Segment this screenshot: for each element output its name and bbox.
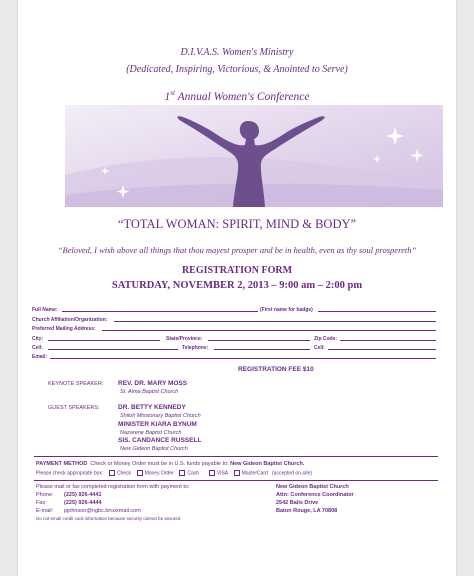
address-field[interactable] <box>102 330 436 331</box>
telephone-label: Telephone: <box>182 345 209 351</box>
badge-name-field[interactable] <box>318 311 436 312</box>
mail-instruction: Please mail or fax completed registration form with payment to: <box>36 484 190 490</box>
section-divider <box>34 480 438 481</box>
state-field[interactable] <box>208 340 310 341</box>
mail-address-line3: 2542 Balis Drive <box>276 500 319 506</box>
fax-label: Fax: <box>36 500 47 506</box>
payment-select-label: Please check appropriate box: <box>36 470 104 477</box>
badge-name-label: (First name for badge) <box>260 307 313 313</box>
guest-speaker-name: MINISTER KIARA BYNUM <box>118 421 197 428</box>
scripture-verse: “Beloved, I wish above all things that thou mayest prosper and be in health, even as thy soul prospereth” <box>57 245 417 255</box>
option-check: Check <box>116 470 132 477</box>
fax-number: (225) 926-4444 <box>64 500 102 506</box>
flyer-page <box>18 0 456 576</box>
registration-fee: REGISTRATION FEE $10 <box>238 366 314 373</box>
payment-instruction: Check or Money Order must be in U.S. funds payable to: <box>90 461 229 467</box>
guest-speaker-name: DR. BETTY KENNEDY <box>118 404 186 411</box>
cell-label-2: Cell: <box>314 345 325 351</box>
guest-speakers-label: GUEST SPEAKERS: <box>48 405 100 411</box>
guest-speaker-church: Nazarene Baptist Church <box>120 430 182 436</box>
registration-form-title: REGISTRATION FORM <box>181 265 293 276</box>
option-money-order: Money Order <box>144 470 174 477</box>
mail-address-line2: Attn: Conference Coordinator <box>276 492 354 498</box>
contact-email-link[interactable]: pjohnson@ngbc.brcoxmail.com <box>64 508 141 514</box>
security-note: Do not email credit card information because security cannot be assured <box>36 516 181 521</box>
church-label: Church Affiliation/Organization: <box>32 317 108 323</box>
conference-title <box>18 89 456 103</box>
telephone-field[interactable] <box>214 349 310 350</box>
email-label: Email: <box>32 354 48 360</box>
option-cash: Cash <box>187 470 200 477</box>
conference-ordinal: 1 <box>164 90 171 103</box>
church-field[interactable] <box>114 321 436 322</box>
option-visa: VISA <box>216 470 229 477</box>
mastercard-checkbox[interactable] <box>234 470 240 476</box>
email-contact-label: E-mail: <box>36 508 54 514</box>
payment-payee: New Gideon Baptist Church. <box>230 461 305 467</box>
city-label: City: <box>32 336 44 342</box>
payment-line <box>36 461 304 467</box>
conference-ordinal-suffix: st <box>170 89 175 97</box>
payment-options <box>36 470 312 476</box>
address-label: Preferred Mailing Address: <box>32 326 96 332</box>
event-date: SATURDAY, NOVEMBER 2, 2013 – 9:00 am – 2:00 pm <box>111 280 363 291</box>
full-name-field[interactable] <box>62 311 258 312</box>
full-name-label: Full Name: <box>32 307 58 313</box>
check-checkbox[interactable] <box>109 470 115 476</box>
org-tagline: (Dedicated, Inspiring, Victorious, & Anointed to Serve) <box>126 64 348 75</box>
zip-label: Zip Code: <box>314 336 338 342</box>
guest-speaker-church: Shiloh Missionary Baptist Church <box>120 413 201 419</box>
option-mastercard: MasterCard <box>241 470 268 477</box>
keynote-church: St. Alma Baptist Church <box>120 389 179 395</box>
state-label: State/Province: <box>166 336 203 342</box>
guest-speaker-name: SIS. CANDANCE RUSSELL <box>118 437 202 444</box>
cell-label: Cell: <box>32 345 43 351</box>
mail-address-line4: Baton Rouge, LA 70808 <box>276 508 338 514</box>
cell-field[interactable] <box>48 349 178 350</box>
accepted-on-site: (accepted on-site) <box>272 470 313 477</box>
org-name: D.I.V.A.S. Women's Ministry <box>180 47 294 58</box>
section-divider <box>34 456 438 457</box>
money-order-checkbox[interactable] <box>137 470 143 476</box>
cash-checkbox[interactable] <box>179 470 185 476</box>
phone-number: (225) 926-4441 <box>64 492 102 498</box>
mail-address-line1: New Gideon Baptist Church <box>276 484 349 490</box>
banner-image <box>65 105 443 207</box>
email-field[interactable] <box>50 358 436 359</box>
cell-field-2[interactable] <box>328 349 436 350</box>
phone-label: Phone: <box>36 492 54 498</box>
payment-method-label: PAYMENT METHOD <box>36 461 88 467</box>
visa-checkbox[interactable] <box>209 470 215 476</box>
city-field[interactable] <box>48 340 160 341</box>
conference-theme: “TOTAL WOMAN: SPIRIT, MIND & BODY” <box>117 217 357 231</box>
conference-name: Annual Women's Conference <box>177 90 310 103</box>
zip-field[interactable] <box>340 340 436 341</box>
guest-speaker-church: New Gideon Baptist Church <box>120 446 188 452</box>
keynote-name: REV. DR. MARY MOSS <box>118 380 188 387</box>
keynote-label: KEYNOTE SPEAKER: <box>48 381 104 387</box>
